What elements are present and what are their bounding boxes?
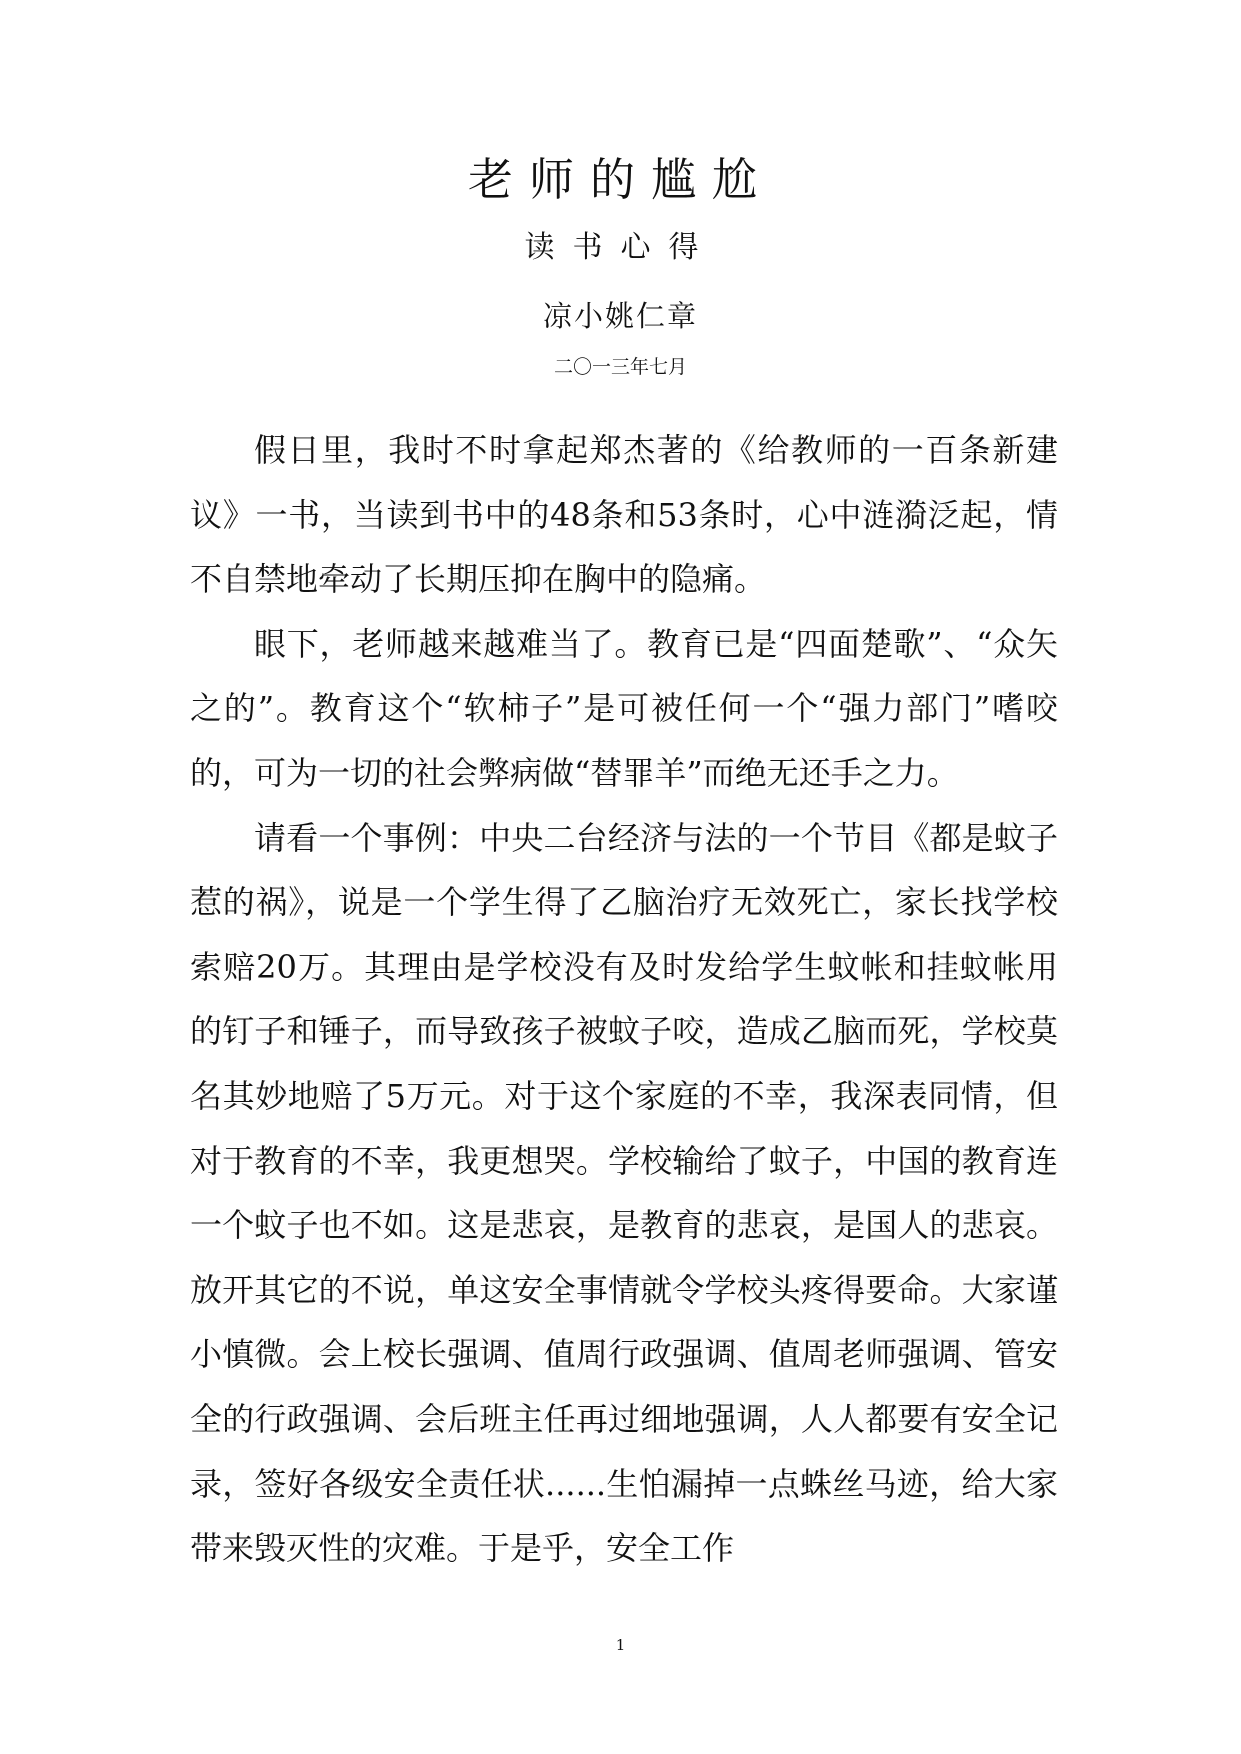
document-subtitle: 读书心得 <box>524 230 717 265</box>
paragraph-1: 假日里，我时不时拿起郑杰著的《给教师的一百条新建议》一书，当读到书中的48条和53条时，心中涟漪泛起，情不自禁地牵动了长期压抑在胸中的隐痛。 <box>190 431 1058 599</box>
author-name: 凉小姚仁章 <box>542 299 698 333</box>
body-text <box>190 418 1058 1581</box>
paragraph-3: 请看一个事例：中央二台经济与法的一个节目《都是蚊子惹的祸》，说是一个学生得了乙脑治疗无效死亡，家长找学校索赔20万。其理由是学校没有及时发给学生蚊帐和挂蚊帐用的钉子和锤子，而导致孩子被蚊子咬，造成乙脑而死，学校莫名其妙地赔了5万元。对于这个家庭的不幸，我深表同情，但对于教育的不幸，我更想哭。学校输给了蚊子，中国的教育连一个蚊子也不如。这是悲哀，是教育的悲哀，是国人的悲哀。放开其它的不说，单这安全事情就令学校头疼得要命。大家谨小慎微。会上校长强调、值周行政强调、值周老师强调、管安全的行政强调、会后班主任再过细地强调，人人都要有安全记录，签好各级安全责任状......生怕漏掉一点蛛丝马迹，给大家带来毁灭性的灾难。于是乎，安全工作 <box>190 818 1058 1568</box>
paragraph-2: 眼下，老师越来越难当了。教育已是“四面楚歌”、“众矢之的”。教育这个“软柿子”是可被任何一个“强力部门”嗜咬的，可为一切的社会弊病做“替罪羊”而绝无还手之力。 <box>190 624 1058 792</box>
document-date: 二〇一三年七月 <box>553 356 687 378</box>
document-title: 老师的尴尬 <box>467 153 773 206</box>
page-number: 1 <box>615 1636 626 1654</box>
